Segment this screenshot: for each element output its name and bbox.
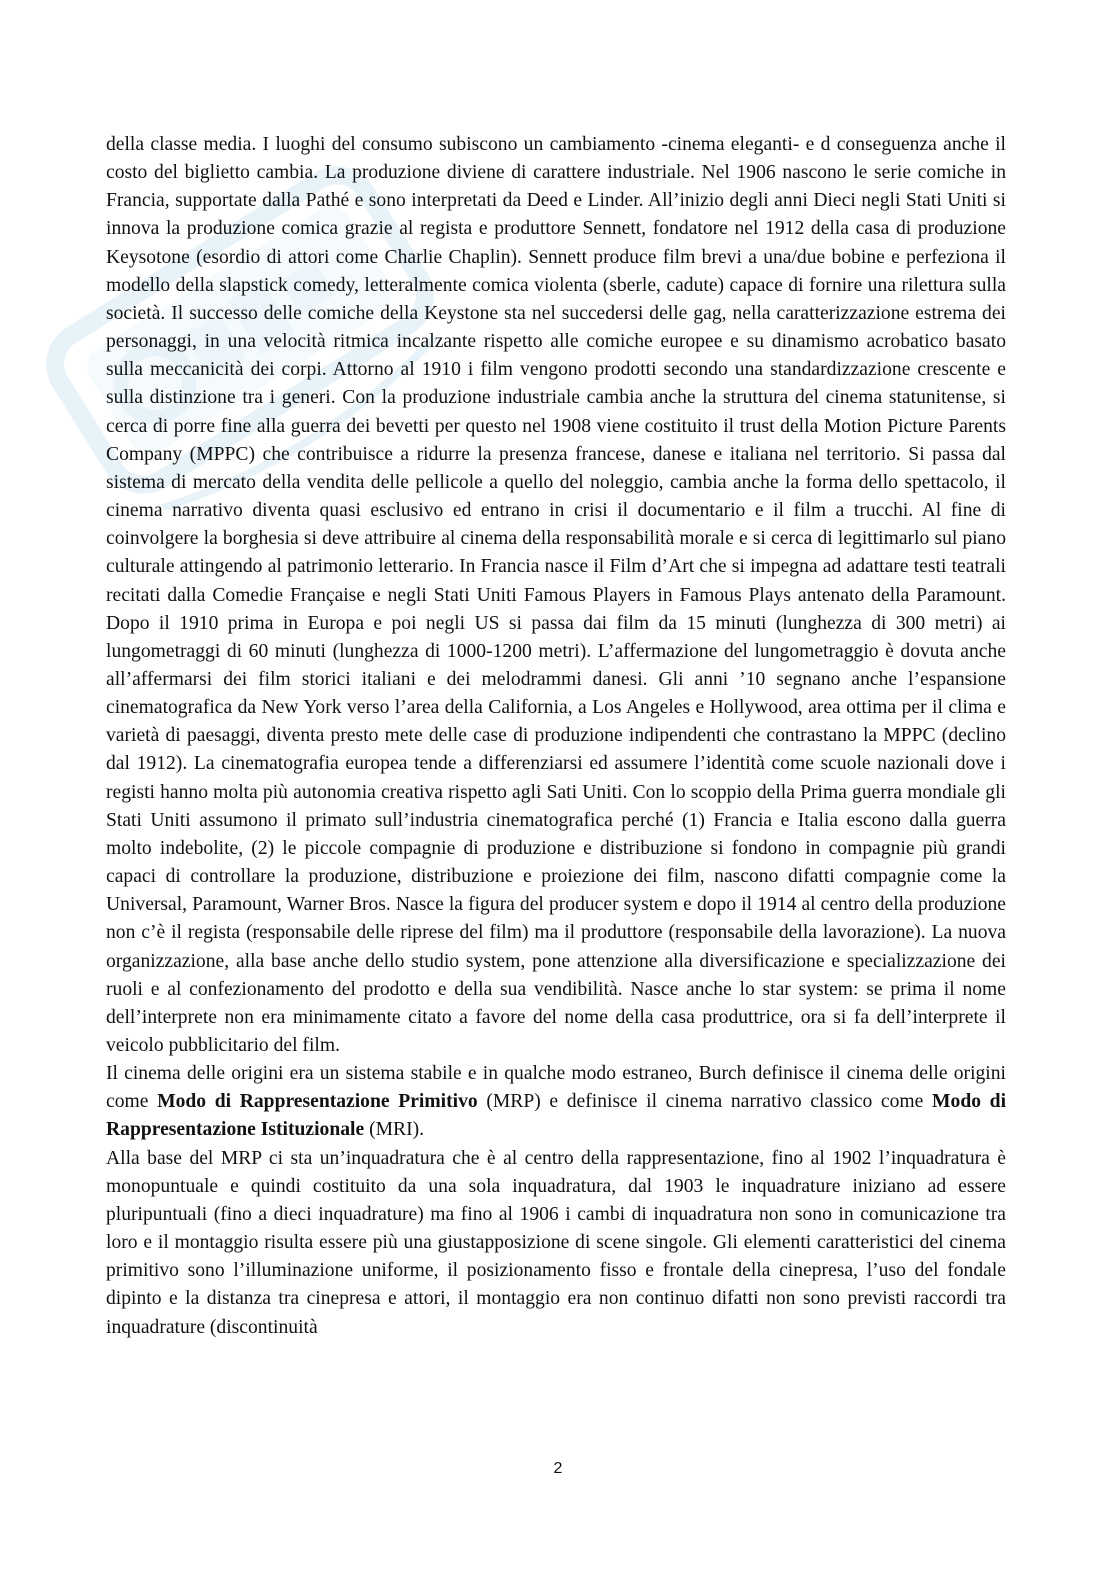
document-body <box>106 131 1006 1342</box>
paragraph-2-part-2: (MRP) e definisce il cinema narrativo classico come <box>477 1091 933 1113</box>
term-mri: Modo di Rappresentazione Istituzionale <box>106 1091 1007 1141</box>
term-mrp: Modo di Rappresentazione Primitivo <box>157 1091 478 1113</box>
paragraph-1: della classe media. I luoghi del consumo subiscono un cambiamento -cinema eleganti- e d conseguenza anche il costo del biglietto cambia. La produzione diviene di carattere industriale. Nel 1906 nascono le serie comiche in Francia, supportate dalla Pathé e sono interpretati da Deed e Linder. All’inizio degli anni Dieci negli Stati Uniti si innova la produzione comica grazie al regista e produttore Sennett, fondatore nel 1912 della casa di produzione Keysotone (esordio di attori come Charlie Chaplin). Sennett produce film brevi a una/due bobine e perfeziona il modello della slapstick comedy, letteralmente comica violenta (sberle, cadute) capace di fornire una rilettura sulla società. Il successo delle comiche della Keystone sta nel succedersi delle gag, nella caratterizzazione estrema dei personaggi, in una velocità ritmica incalzante rispetto alle comiche europee e su dinamismo acrobatico basato sulla meccanicità dei corpi. Attorno al 1910 i film vengono prodotti secondo una standardizzazione crescente e sulla distinzione tra i generi. Con la produzione industriale cambia anche la struttura del cinema statunitense, si cerca di porre fine alla guerra dei bevetti per questo nel 1908 viene costituito il trust della Motion Picture Parents Company (MPPC) che contribuisce a ridurre la presenza francese, danese e italiana nel territorio. Si passa dal sistema di mercato della vendita delle pellicole a quello del noleggio, cambia anche la forma dello spettacolo, il cinema narrativo diventa quasi esclusivo ed entrano in crisi il documentario e il film a trucchi. Al fine di coinvolgere la borghesia si deve attribuire al cinema della responsabilità morale e si cerca di legittimarlo sul piano culturale attingendo al patrimonio letterario. In Francia nasce il Film d’Art che si impegna ad adattare testi teatrali recitati dalla Comedie Française e negli Stati Uniti Famous Players in Famous Plays antenato della Paramount. Dopo il 1910 prima in Europa e poi negli US si passa dai film da 15 minuti (lunghezza di 300 metri) ai lungometraggi di 60 minuti (lunghezza di 1000-1200 metri). L’affermazione del lungometraggio è dovuta anche all’affermarsi dei film storici italiani e dei melodrammi danesi. Gli anni ’10 segnano anche l’espansione cinematografica da New York verso l’area della California, a Los Angeles e Hollywood, area ottima per il clima e varietà di paesaggi, diventa presto mete delle case di produzione indipendenti che contrastano la MPPC (declino dal 1912). La cinematografia europea tende a differenziarsi ed assumere l’identità come scuole nazionali dove i registi hanno molta più autonomia creativa rispetto agli Sati Uniti. Con lo scoppio della Prima guerra mondiale gli Stati Uniti assumono il primato sull’industria cinematografica perché (1) Francia e Italia escono dalla guerra molto indebolite, (2) le piccole compagnie di produzione e distribuzione si fondono in compagnie più grandi capaci di controllare la produzione, distribuzione e proiezione dei film, nascono difatti compagnie come la Universal, Paramount, Warner Bros. Nasce la figura del producer system e dopo il 1914 al centro della produzione non c’è il regista (responsabile delle riprese del film) ma il produttore (responsabile della lavorazione). La nuova organizzazione, alla base anche dello studio system, pone attenzione alla diversificazione e specializzazione dei ruoli e al confezionamento del prodotto e della sua vendibilità. Nasce anche lo star system: se prima il nome dell’interprete non era minimamente citato a favore del nome della casa produttrice, ora si fa dell’interprete il veicolo pubblicitario del film. <box>106 134 1006 1056</box>
paragraph-2 <box>106 1060 1006 1144</box>
paragraph-2-part-3: (MRI). <box>364 1119 425 1141</box>
paragraph-3: Alla base del MRP ci sta un’inquadratura che è al centro della rappresentazione, fino al 1902 l’inquadratura è monopuntuale e quindi costituito da una sola inquadratura, dal 1903 le inquadrature iniziano ad essere pluripuntuali (fino a dieci inquadrature) ma fino al 1906 i cambi di inquadratura non sono in comunicazione tra loro e il montaggio risulta essere più una giustapposizione di scene singole. Gli elementi caratteristici del cinema primitivo sono l’illuminazione uniforme, il posizionamento fisso e frontale della cinepresa, l’uso del fondale dipinto e la distanza tra cinepresa e attori, il montaggio era non continuo difatti non sono previsti raccordi tra inquadrature (discontinuità <box>106 1147 1006 1338</box>
page-number: 2 <box>553 1460 563 1477</box>
paragraph-2-part-1: Il cinema delle origini era un sistema stabile e in qualche modo estraneo, Burch definisce il cinema delle origini come <box>106 1063 1006 1113</box>
